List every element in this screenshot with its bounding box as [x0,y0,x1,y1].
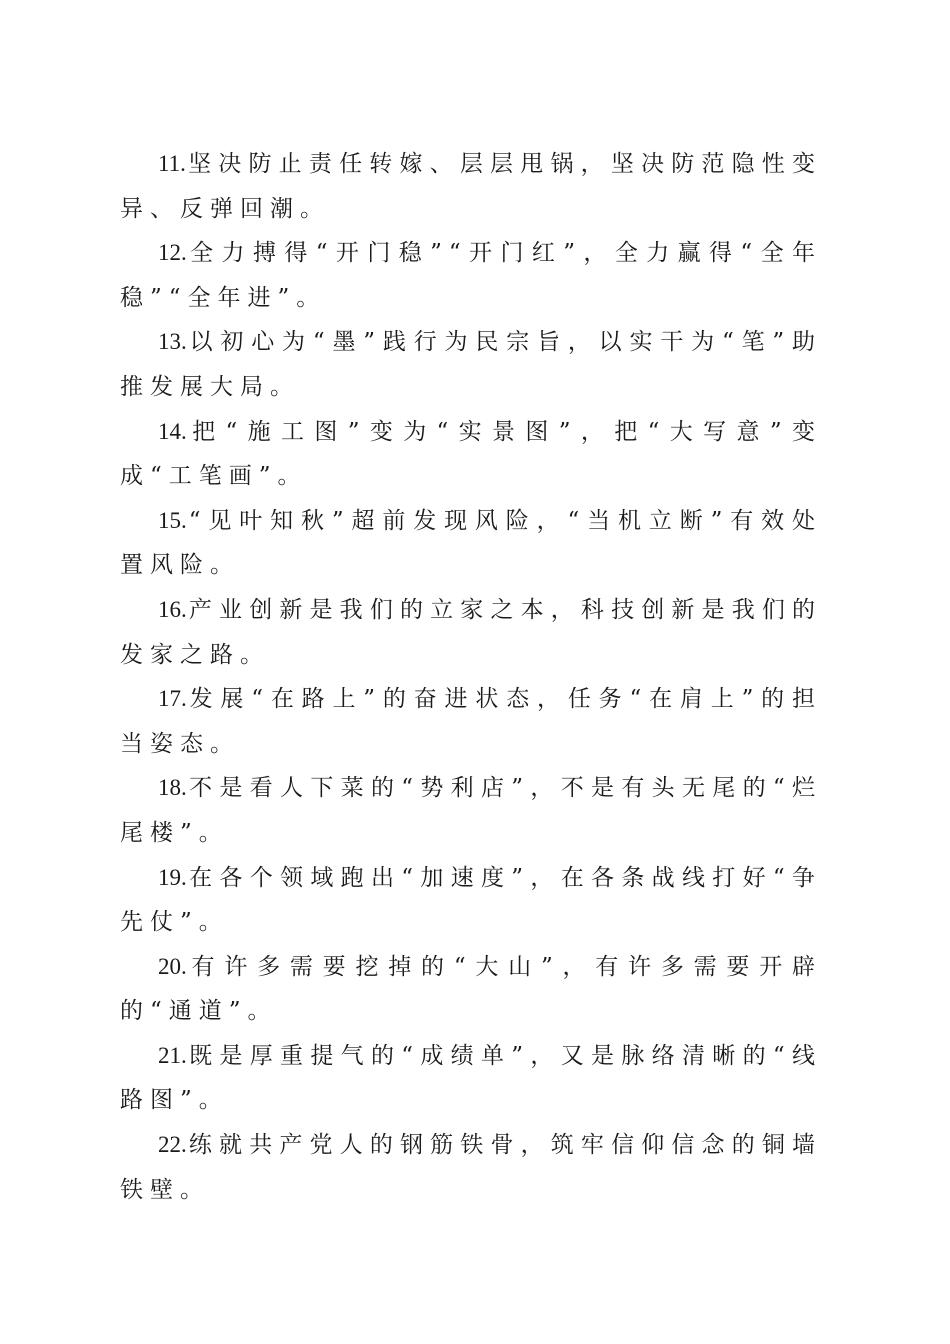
list-item [120,231,822,320]
list-item [120,1034,822,1123]
list-item [120,499,822,588]
item-number: 16. [158,596,187,622]
item-text: 全力搏得“开门稳”“开门红”，全力赢得“全年稳”“全年进”。 [120,240,822,311]
list-item [120,588,822,677]
item-number: 17. [158,686,187,712]
list-item [120,320,822,409]
item-number: 22. [158,1132,187,1158]
item-text: 把“施工图”变为“实景图”，把“大写意”变成“工笔画”。 [120,418,822,490]
list-item [120,766,822,855]
item-number: 21. [158,1042,187,1068]
item-text: 练就共产党人的钢筋铁骨，筑牢信仰信念的铜墙铁壁。 [120,1132,822,1203]
item-text: 发展“在路上”的奋进状态，任务“在肩上”的担当姿态。 [120,686,822,757]
numbered-list [120,142,822,1212]
item-number: 19. [158,864,187,890]
item-text: 坚决防止责任转嫁、层层甩锅，坚决防范隐性变异、反弹回潮。 [120,151,822,222]
item-number: 15. [158,507,187,533]
list-item [120,945,822,1034]
item-text: 既是厚重提气的“成绩单”，又是脉络清晰的“线路图”。 [120,1042,822,1114]
item-number: 14. [158,418,187,444]
item-text: 以初心为“墨”践行为民宗旨，以实干为“笔”助推发展大局。 [120,329,822,400]
list-item [120,856,822,945]
item-number: 18. [158,775,187,801]
list-item [120,410,822,499]
item-text: 有许多需要挖掉的“大山”，有许多需要开辟的“通道”。 [120,953,822,1025]
item-text: 在各个领域跑出“加速度”，在各条战线打好“争先仗”。 [120,864,822,936]
item-number: 12. [158,240,187,266]
item-text: 产业创新是我们的立家之本，科技创新是我们的发家之路。 [120,596,822,668]
list-item [120,142,822,231]
item-text: “见叶知秋”超前发现风险，“当机立断”有效处置风险。 [120,507,822,579]
list-item [120,1123,822,1212]
item-text: 不是看人下菜的“势利店”，不是有头无尾的“烂尾楼”。 [120,775,822,846]
item-number: 20. [158,953,187,979]
item-number: 13. [158,329,187,355]
list-item [120,677,822,766]
item-number: 11. [158,151,186,176]
